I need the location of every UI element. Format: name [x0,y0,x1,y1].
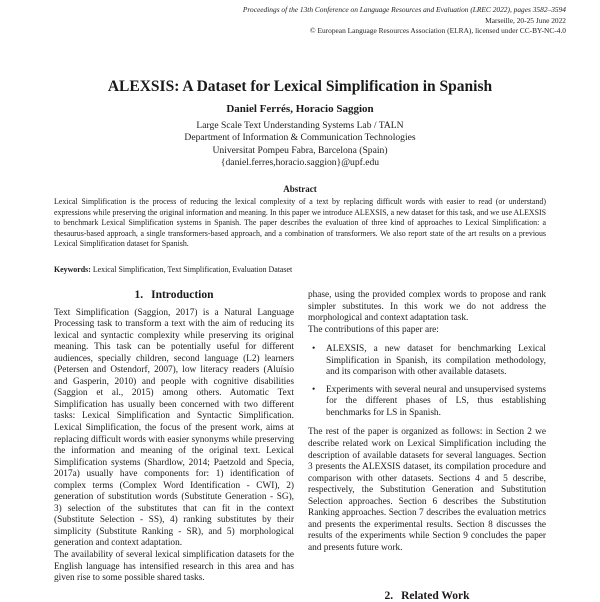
section-2-number: 2. [384,590,394,602]
intro-paragraph-2: The availability of several lexical simplification datasets for the English language has intensified research in this area and has given rise to some possible shared tasks. [54,550,294,584]
paper-title: ALEXSIS: A Dataset for Lexical Simplification in Spanish [107,78,493,95]
paper-authors: Daniel Ferrés, Horacio Saggion [226,103,374,115]
keywords-line [54,265,546,275]
left-column [54,290,294,585]
copyright-line: © European Language Resources Association (ELRA), licensed under CC-BY-NC-4.0 [309,26,566,35]
section-2-title: Related Work [401,590,470,602]
proceedings-line: Proceedings of the 13th Conference on Language Resources and Evaluation (LREC 2022), pages 3582–3594 [242,5,566,14]
keywords-text: Lexical Simplification, Text Simplification, Evaluation Dataset [92,265,293,274]
intro-paragraph-3: phase, using the provided complex words to propose and rank simpler substitutes. In this work we do not address the morphological and context adaptation task. [308,290,546,324]
affiliation-department: Department of Information & Communication Technologies [184,132,416,144]
affiliation-university: Universitat Pompeu Fabra, Barcelona (Spain) [212,144,388,156]
affiliation-email: {daniel.ferres,horacio.saggion}@upf.edu [220,156,380,168]
contribution-text: Experiments with several neural and unsupervised systems for the different phases of LS, thus establishing benchmarks for LS in Spanish. [326,384,546,418]
keywords-label: Keywords: [54,265,91,274]
section-1-heading [54,290,294,302]
contribution-text: ALEXSIS, a new dataset for benchmarking Lexical Simplification in Spanish, its compilation methodology, and its comparison with other available datasets. [326,344,546,378]
abstract-heading: Abstract [283,184,317,194]
contributions-intro: The contributions of this paper are: [308,324,439,335]
section-1-title: Introduction [151,289,214,301]
section-1-number: 1. [134,289,144,301]
bullet-icon: • [312,344,316,355]
affiliation-block [0,120,600,169]
venue-header [243,5,566,37]
contributions-list [308,344,546,419]
intro-paragraph-1: Text Simplification (Saggion, 2017) is a Natural Language Processing task to transform a text with the aim of reducing its lexical and syntactic complexity while preserving its original meaning. This task can be potentially useful for different audiences, specially children, second language (L2) learners (Petersen and Ostendorf, 2007), low literacy readers (Aluísio and Gasperin, 2010) and people with cognitive disabilities (Saggion et al., 2015) among others. Automatic Text Simplification has usually been concerned with two different tasks: Lexical Simplification and Syntactic Simplification. Lexical Simplification, the focus of the present work, aims at replacing difficult words with easier synonyms while preserving the information and meaning of the original text. Lexical Simplification systems (Shardlow, 2014; Paetzold and Specia, 2017a) usually have components for: 1) identification of complex terms (Complex Word Identification - CWI), 2) generation of substitution words (Substitute Generation - SG), 3) selection of the substitutes that can fit in the context (Substitute Selection - SS), 4) ranking substitutes by their simplicity (Substitute Ranking - SR), and 5) morphological generation and context adaptation. [54,307,294,549]
contribution-item [312,384,546,420]
abstract-text: Lexical Simplification is the process of reducing the lexical complexity of a text by replacing difficult words with easier to read (or understand) expressions while preserving the original information and meaning. In this paper we introduce ALEXSIS, a new dataset for this task, and we use ALEXSIS to benchmark Lexical Simplification systems in Spanish. The paper describes the evaluation of three kind of approaches to Lexical Simplification: a thesaurus-based approach, a single transformers-based approach, and a combination of transformers. We also report state of the art results on a previous Lexical Simplification dataset for Spanish. [54,197,546,249]
affiliation-lab: Large Scale Text Understanding Systems Lab / TALN [196,120,404,131]
location-line: Marseille, 20-25 June 2022 [485,15,566,25]
paper-organization-paragraph: The rest of the paper is organized as follows: in Section 2 we describe related work on Lexical Simplification including the description of available datasets for several languages. Section 3 presents the ALEXSIS dataset, its compilation procedure and comparison with other datasets. Sections 4 and 5 describe, respectively, the Substitution Generation and Substitution Selection approaches. Section 6 describes the Substitution Ranking approaches. Section 7 describes the evaluation metrics and presents the experimental results. Section 8 discusses the results of the experiments while Section 9 concludes the paper and presents future work. [308,427,546,553]
right-column [308,290,546,554]
bullet-icon: • [312,384,316,395]
contribution-item [312,344,546,379]
section-2-heading [308,590,546,602]
